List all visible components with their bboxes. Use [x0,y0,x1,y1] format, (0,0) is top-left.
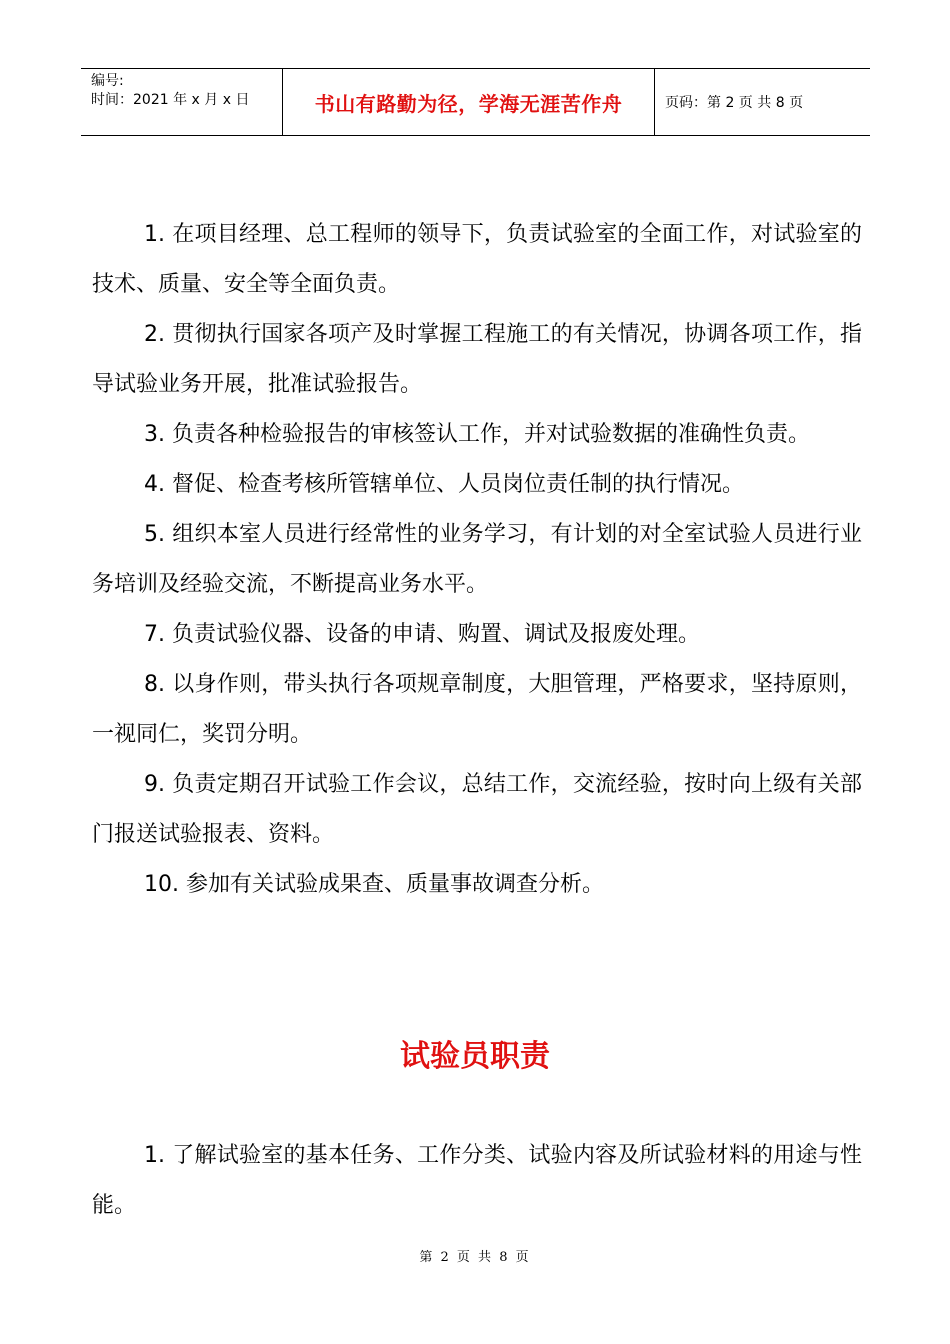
section-title: 试验员职责 [400,1039,550,1074]
duty-item: 1. 了解试验室的基本任务、工作分类、试验内容及所试验材料的用途与性能。 [92,1143,862,1218]
duty-item: 8. 以身作则，带头执行各项规章制度，大胆管理，严格要求，坚持原则，一视同仁，奖罚分明。 [92,672,862,747]
duties-list [92,210,862,910]
duty-item: 4. 督促、检查考核所管辖单位、人员岗位责任制的执行情况。 [144,472,744,497]
page-footer: 第 2 页 共 8 页 [419,1250,531,1265]
header-page-info: 页码：第 2 页 共 8 页 [665,95,804,111]
duty-item: 3. 负责各种检验报告的审核签认工作，并对试验数据的准确性负责。 [144,422,810,447]
date-label: 时间：2021 年 x 月 x 日 [91,92,250,108]
duty-item: 2. 贯彻执行国家各项产及时掌握工程施工的有关情况，协调各项工作，指导试验业务开展，批准试验报告。 [92,322,862,397]
serial-number-label: 编号: [91,73,124,89]
duty-item: 1. 在项目经理、总工程师的领导下，负责试验室的全面工作，对试验室的技术、质量、安全等全面负责。 [92,222,862,297]
header-motto: 书山有路勤为径，学海无涯苦作舟 [282,69,655,135]
tester-duties-list [92,1131,862,1231]
page-header [81,68,870,136]
duty-item: 9. 负责定期召开试验工作会议，总结工作，交流经验，按时向上级有关部门报送试验报表、资料。 [92,772,862,847]
header-meta [81,69,282,135]
duty-item: 5. 组织本室人员进行经常性的业务学习，有计划的对全室试验人员进行业务培训及经验交流，不断提高业务水平。 [92,522,862,597]
duty-item: 10. 参加有关试验成果查、质量事故调查分析。 [144,872,604,897]
duty-item: 7. 负责试验仪器、设备的申请、购置、调试及报废处理。 [144,622,700,647]
